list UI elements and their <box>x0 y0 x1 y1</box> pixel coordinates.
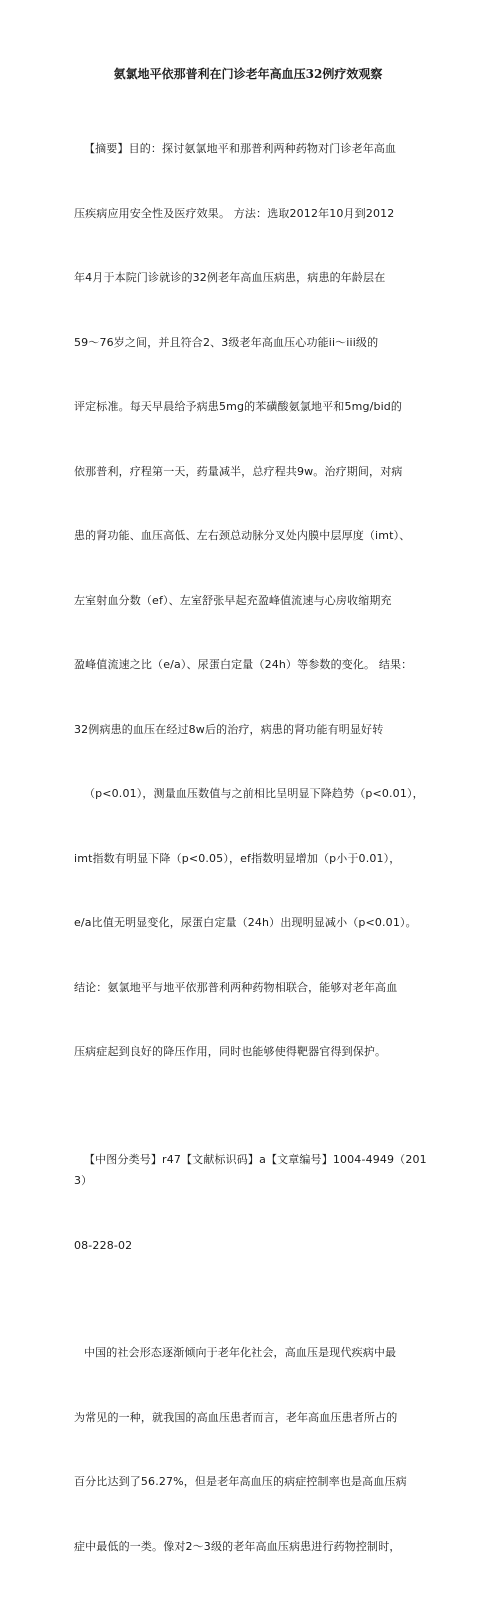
intro-paragraph <box>74 1299 434 1600</box>
text-line: 结论：氨氯地平与地平依那普利两种药物相联合，能够对老年高血 <box>74 980 398 994</box>
text-line: 压疾病应用安全性及医疗效果。 方法：选取2012年10月到2012 <box>74 206 395 220</box>
text-line: 年4月于本院门诊就诊的32例老年高血压病患，病患的年龄层在 <box>74 271 386 284</box>
text-line: 患的肾功能、血压高低、左右颈总动脉分叉处内膜中层厚度（imt）、 <box>74 529 411 542</box>
text-line: e/a比值无明显变化，尿蛋白定量（24h）出现明显减小（p<0.01）。 <box>74 916 417 929</box>
text-line: 【中图分类号】r47【文献标识码】a【文章编号】1004-4949（2013） <box>74 1152 427 1187</box>
document-body <box>74 95 434 1600</box>
text-line: 评定标准。每天早晨给予病患5mg的苯磺酸氨氯地平和5mg/bid的 <box>74 400 403 413</box>
text-line: 为常见的一种，就我国的高血压患者而言，老年高血压患者所占的 <box>74 1410 398 1424</box>
text-line: 中国的社会形态逐渐倾向于老年化社会，高血压是现代疾病中最 <box>84 1346 397 1359</box>
text-line: 百分比达到了56.27%，但是老年高血压的病症控制率也是高血压病 <box>74 1475 407 1488</box>
text-line: 依那普利，疗程第一天，药量减半，总疗程共9w。治疗期间，对病 <box>74 464 403 478</box>
text-line: imt指数有明显下降（p<0.05），ef指数明显增加（p小于0.01）， <box>74 851 401 865</box>
text-line: 盈峰值流速之比（e/a）、尿蛋白定量（24h）等参数的变化。 结果： <box>74 658 413 671</box>
text-line: 症中最低的一类。像对2～3级的老年高血压病患进行药物控制时， <box>74 1539 401 1553</box>
text-line: 32例病患的血压在经过8w后的治疗，病患的肾功能有明显好转 <box>74 722 384 736</box>
text-line: 【摘要】目的：探讨氨氯地平和那普利两种药物对门诊老年高血 <box>84 142 397 155</box>
text-line: 压病症起到良好的降压作用，同时也能够使得靶器官得到保护。 <box>74 1045 387 1058</box>
text-line: 左室射血分数（ef）、左室舒张早起充盈峰值流速与心房收缩期充 <box>74 593 392 607</box>
abstract-paragraph <box>74 95 434 1106</box>
text-line: 08-228-02 <box>74 1238 133 1252</box>
document-title: 氨氯地平依那普利在门诊老年高血压32例疗效观察 <box>113 67 383 81</box>
classification-paragraph <box>74 1106 434 1300</box>
text-line: （p<0.01），测量血压数值与之前相比呈明显下降趋势（p<0.01）， <box>84 787 424 800</box>
text-line: 59～76岁之间，并且符合2、3级老年高血压心功能ii～iii级的 <box>74 335 379 349</box>
